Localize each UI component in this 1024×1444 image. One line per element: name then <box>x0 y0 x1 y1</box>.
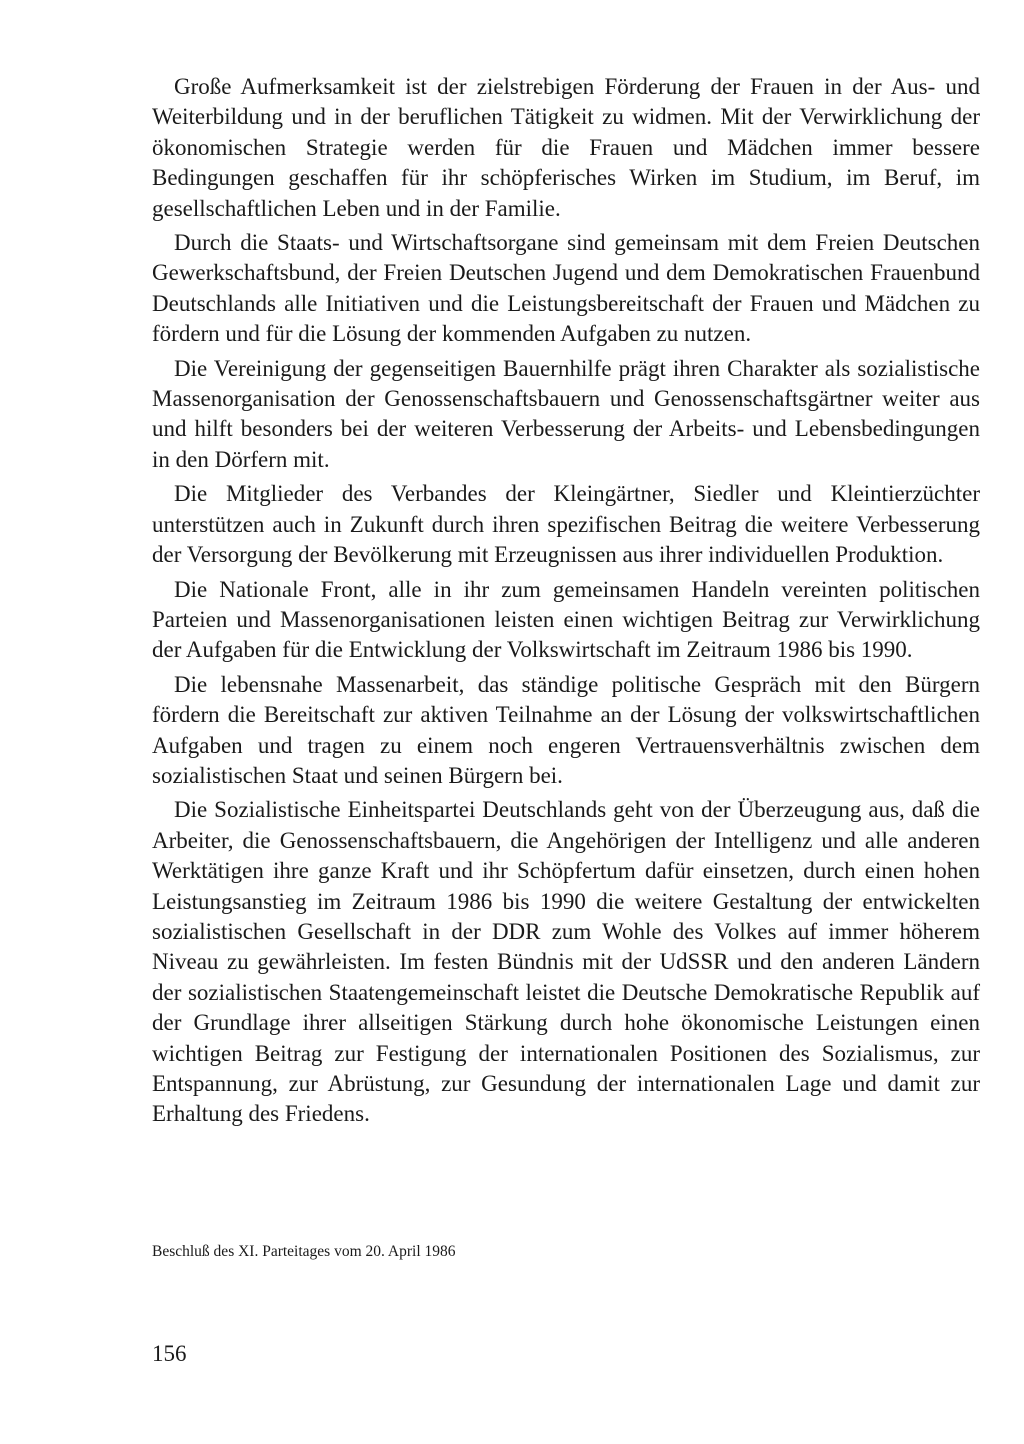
paragraph-gardeners-association: Die Mitglieder des Verbandes der Kleingärtner, Siedler und Kleintierzüchter unterstützen auch in Zukunft durch ihren spezifischen Beitrag die weitere Verbesserung der Versorgung der Bevölkerung mit Erzeugnissen aus ihrer individuellen Produktion. <box>152 481 980 568</box>
paragraph-sed-conviction: Die Sozialistische Einheitspartei Deutschlands geht von der Überzeugung aus, daß die Arbeiter, die Genossenschaftsbauern, die Angehörigen der Intelligenz und alle anderen Werktätigen ihre ganze Kraft und ihr Schöpfertum dafür einsetzen, durch einen hohen Leistungsanstieg im Zeitraum 1986 bis 1990 die weitere Gestaltung der entwickelten sozialistischen Gesellschaft in der DDR zum Wohle des Volkes auf immer höherem Niveau zu gewährleisten. Im festen Bündnis mit der UdSSR und den anderen Ländern der sozialistischen Staatengemeinschaft leistet die Deutsche Demokratische Republik auf der Grundlage ihrer allseitigen Stärkung durch hohe ökonomische Leistungen einen wichtigen Beitrag zur Festigung der internationalen Positionen des Sozialismus, zur Entspannung, zur Abrüstung, zur Gesundung der internationalen Lage und damit zur Erhaltung des Friedens. <box>152 797 980 1127</box>
paragraph-national-front: Die Nationale Front, alle in ihr zum gemeinsamen Handeln vereinten politischen Parteien und Massenorganisationen leisten einen wichtigen Beitrag zur Verwirklichung der Aufgaben für die Entwicklung der Volkswirtschaft im Zeitraum 1986 bis 1990. <box>152 576 980 663</box>
page-number: 156 <box>152 1341 187 1366</box>
body-text <box>152 72 980 1130</box>
paragraph-state-organs: Durch die Staats- und Wirtschaftsorgane sind gemeinsam mit dem Freien Deutschen Gewerkschaftsbund, der Freien Deutschen Jugend und dem Demokratischen Frauenbund Deutschlands alle Initiativen und die Leistungsbereitschaft der Frauen und Mädchen zu fördern und für die Lösung der kommenden Aufgaben zu nutzen. <box>152 230 980 347</box>
source-line: Beschluß des XI. Parteitages vom 20. April 1986 <box>152 1243 456 1260</box>
paragraph-women-education: Große Aufmerksamkeit ist der zielstrebigen Förderung der Frauen in der Aus- und Weiterbildung und in der beruflichen Tätigkeit zu widmen. Mit der Verwirklichung der ökonomischen Strategie werden für die Frauen und Mädchen immer bessere Bedingungen geschaffen für ihr schöpferisches Wirken im Studium, im Beruf, im gesellschaftlichen Leben und in der Familie. <box>152 74 980 221</box>
paragraph-farmers-association: Die Vereinigung der gegenseitigen Bauernhilfe prägt ihren Charakter als sozialistische Massenorganisation der Genossenschaftsbauern und Genossenschaftsgärtner weiter aus und hilft besonders bei der weiteren Verbesserung der Arbeits- und Lebensbedingungen in den Dörfern mit. <box>152 355 980 472</box>
paragraph-mass-work: Die lebensnahe Massenarbeit, das ständige politische Gespräch mit den Bürgern fördern die Bereitschaft zur aktiven Teilnahme an der Lösung der volkswirtschaftlichen Aufgaben und tragen zu einem noch engeren Vertrauensverhältnis zwischen dem sozialistischen Staat und seinen Bürgern bei. <box>152 671 980 788</box>
